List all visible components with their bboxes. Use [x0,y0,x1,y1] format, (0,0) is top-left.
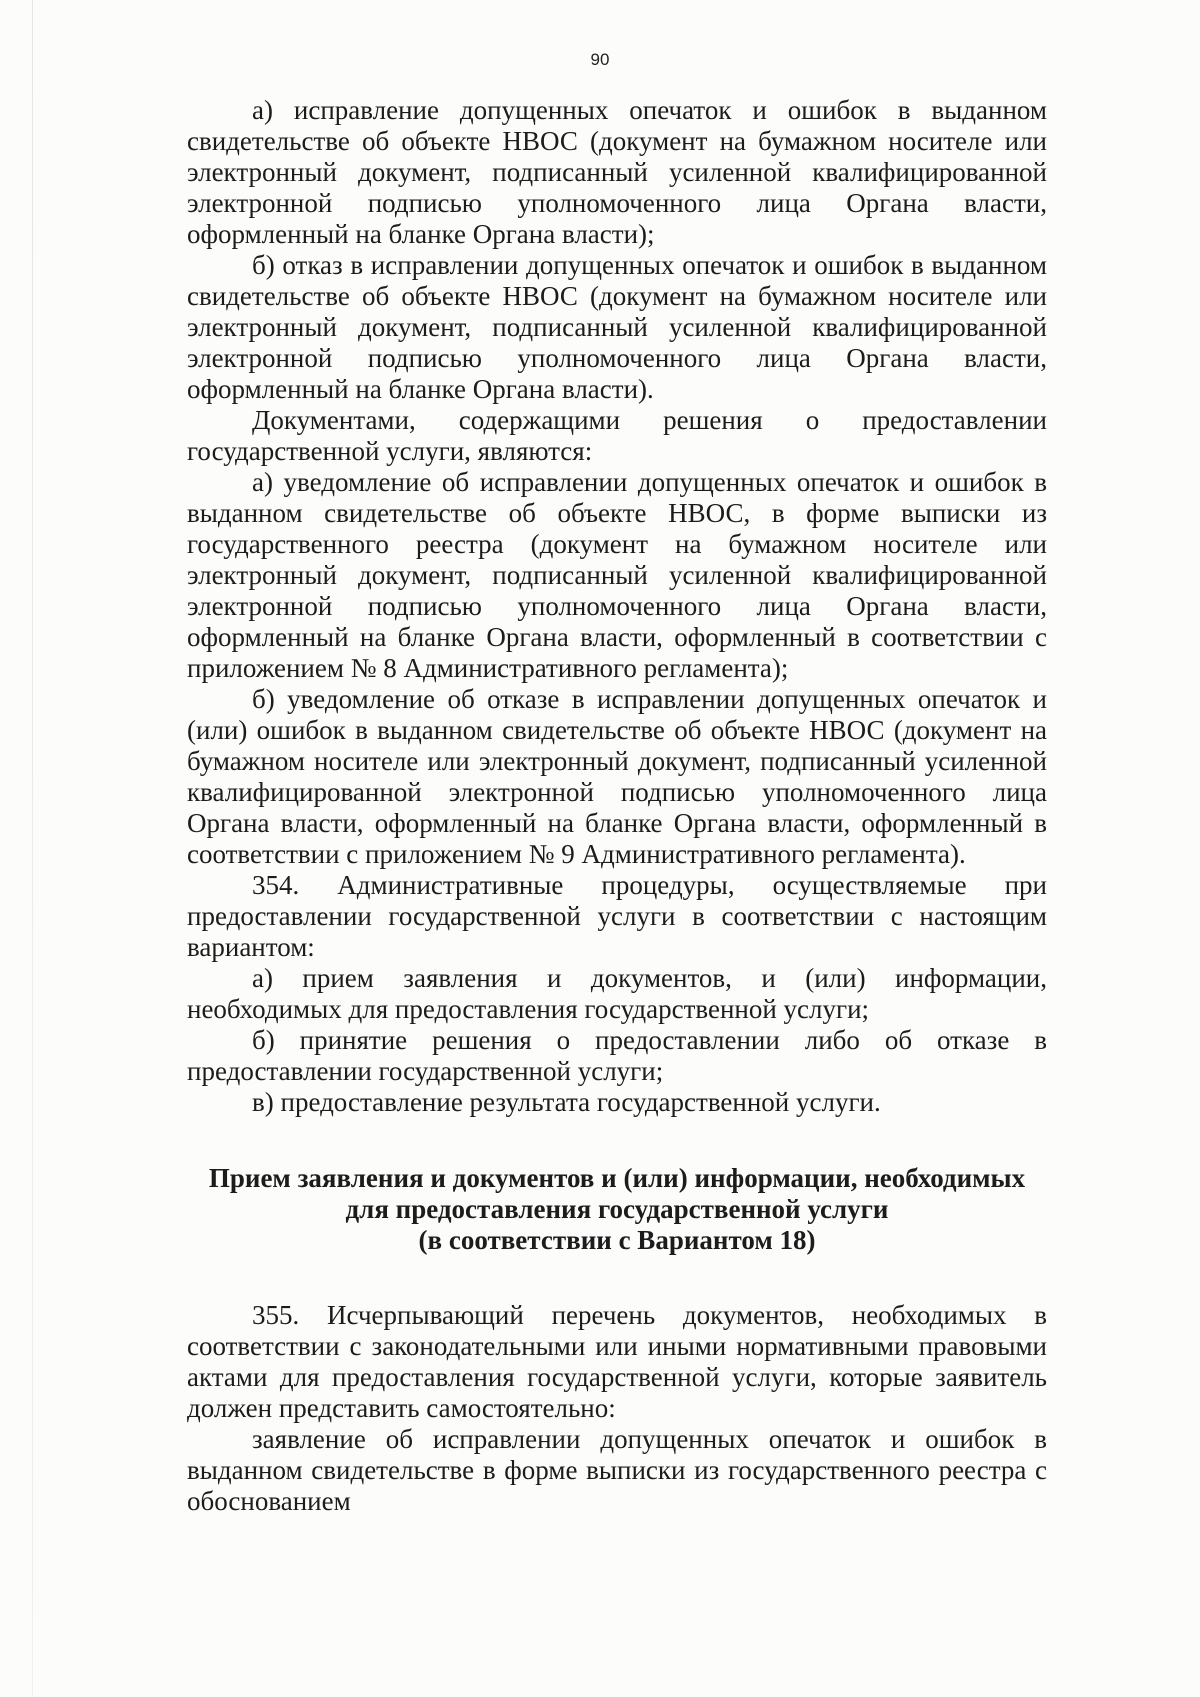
document-body [187,95,1047,1517]
paragraph-355-documents-list: 355. Исчерпывающий перечень документов, необходимых в соответствии с законодательными или иными нормативными правовыми актами для предоставления государственной услуги, которые заявитель должен представить самостоятельно: [187,1300,1047,1423]
paragraph-a-correction: а) исправление допущенных опечаток и ошибок в выданном свидетельстве об объекте НВОС (документ на бумажном носителе или электронный документ, подписанный усиленной квалифицированной электронной подписью уполномоченного лица Органа власти, оформленный на бланке Органа власти); [187,95,1047,249]
section-heading-line-2: для предоставления государственной услуги [345,1194,889,1224]
section-heading [187,1163,1047,1256]
scan-margin-line [32,0,33,1697]
page-number: 90 [590,50,610,69]
paragraph-procedure-a: а) прием заявления и документов, и (или) информации, необходимых для предоставления государственной услуги; [187,963,1047,1024]
paragraph-procedure-b: б) принятие решения о предоставлении либо об отказе в предоставлении государственной услуги; [187,1025,1047,1086]
paragraph-application: заявление об исправлении допущенных опечаток и ошибок в выданном свидетельстве в форме выписки из государственного реестра с обоснованием [187,1424,1047,1516]
section-heading-line-1: Прием заявления и документов и (или) информации, необходимых [208,1163,1026,1193]
paragraph-decision-documents: Документами, содержащими решения о предоставлении государственной услуги, являются: [187,405,1047,466]
paragraph-procedure-c: в) предоставление результата государственной услуги. [252,1087,881,1117]
paragraph-b-notice-refusal: б) уведомление об отказе в исправлении допущенных опечаток и (или) ошибок в выданном свидетельстве об объекте НВОС (документ на бумажном носителе или электронный документ, подписанный усиленной квалифицированной электронной подписью уполномоченного лица Органа власти, оформленный на бланке Органа власти, оформленный в соответствии с приложением № 9 Административного регламента). [187,684,1047,869]
paragraph-b-refusal: б) отказ в исправлении допущенных опечаток и ошибок в выданном свидетельстве об объекте НВОС (документ на бумажном носителе или электронный документ, подписанный усиленной квалифицированной электронной подписью уполномоченного лица Органа власти, оформленный на бланке Органа власти). [187,250,1047,404]
paragraph-354-procedures: 354. Административные процедуры, осуществляемые при предоставлении государственной услуги в соответствии с настоящим вариантом: [187,870,1047,962]
section-heading-line-3: (в соответствии с Вариантом 18) [418,1225,816,1255]
paragraph-a-notice-correction: а) уведомление об исправлении допущенных опечаток и ошибок в выданном свидетельстве об объекте НВОС, в форме выписки из государственного реестра (документ на бумажном носителе или электронный документ, подписанный усиленной квалифицированной электронной подписью уполномоченного лица Органа власти, оформленный на бланке Органа власти, оформленный в соответствии с приложением № 8 Административного регламента); [187,467,1047,683]
